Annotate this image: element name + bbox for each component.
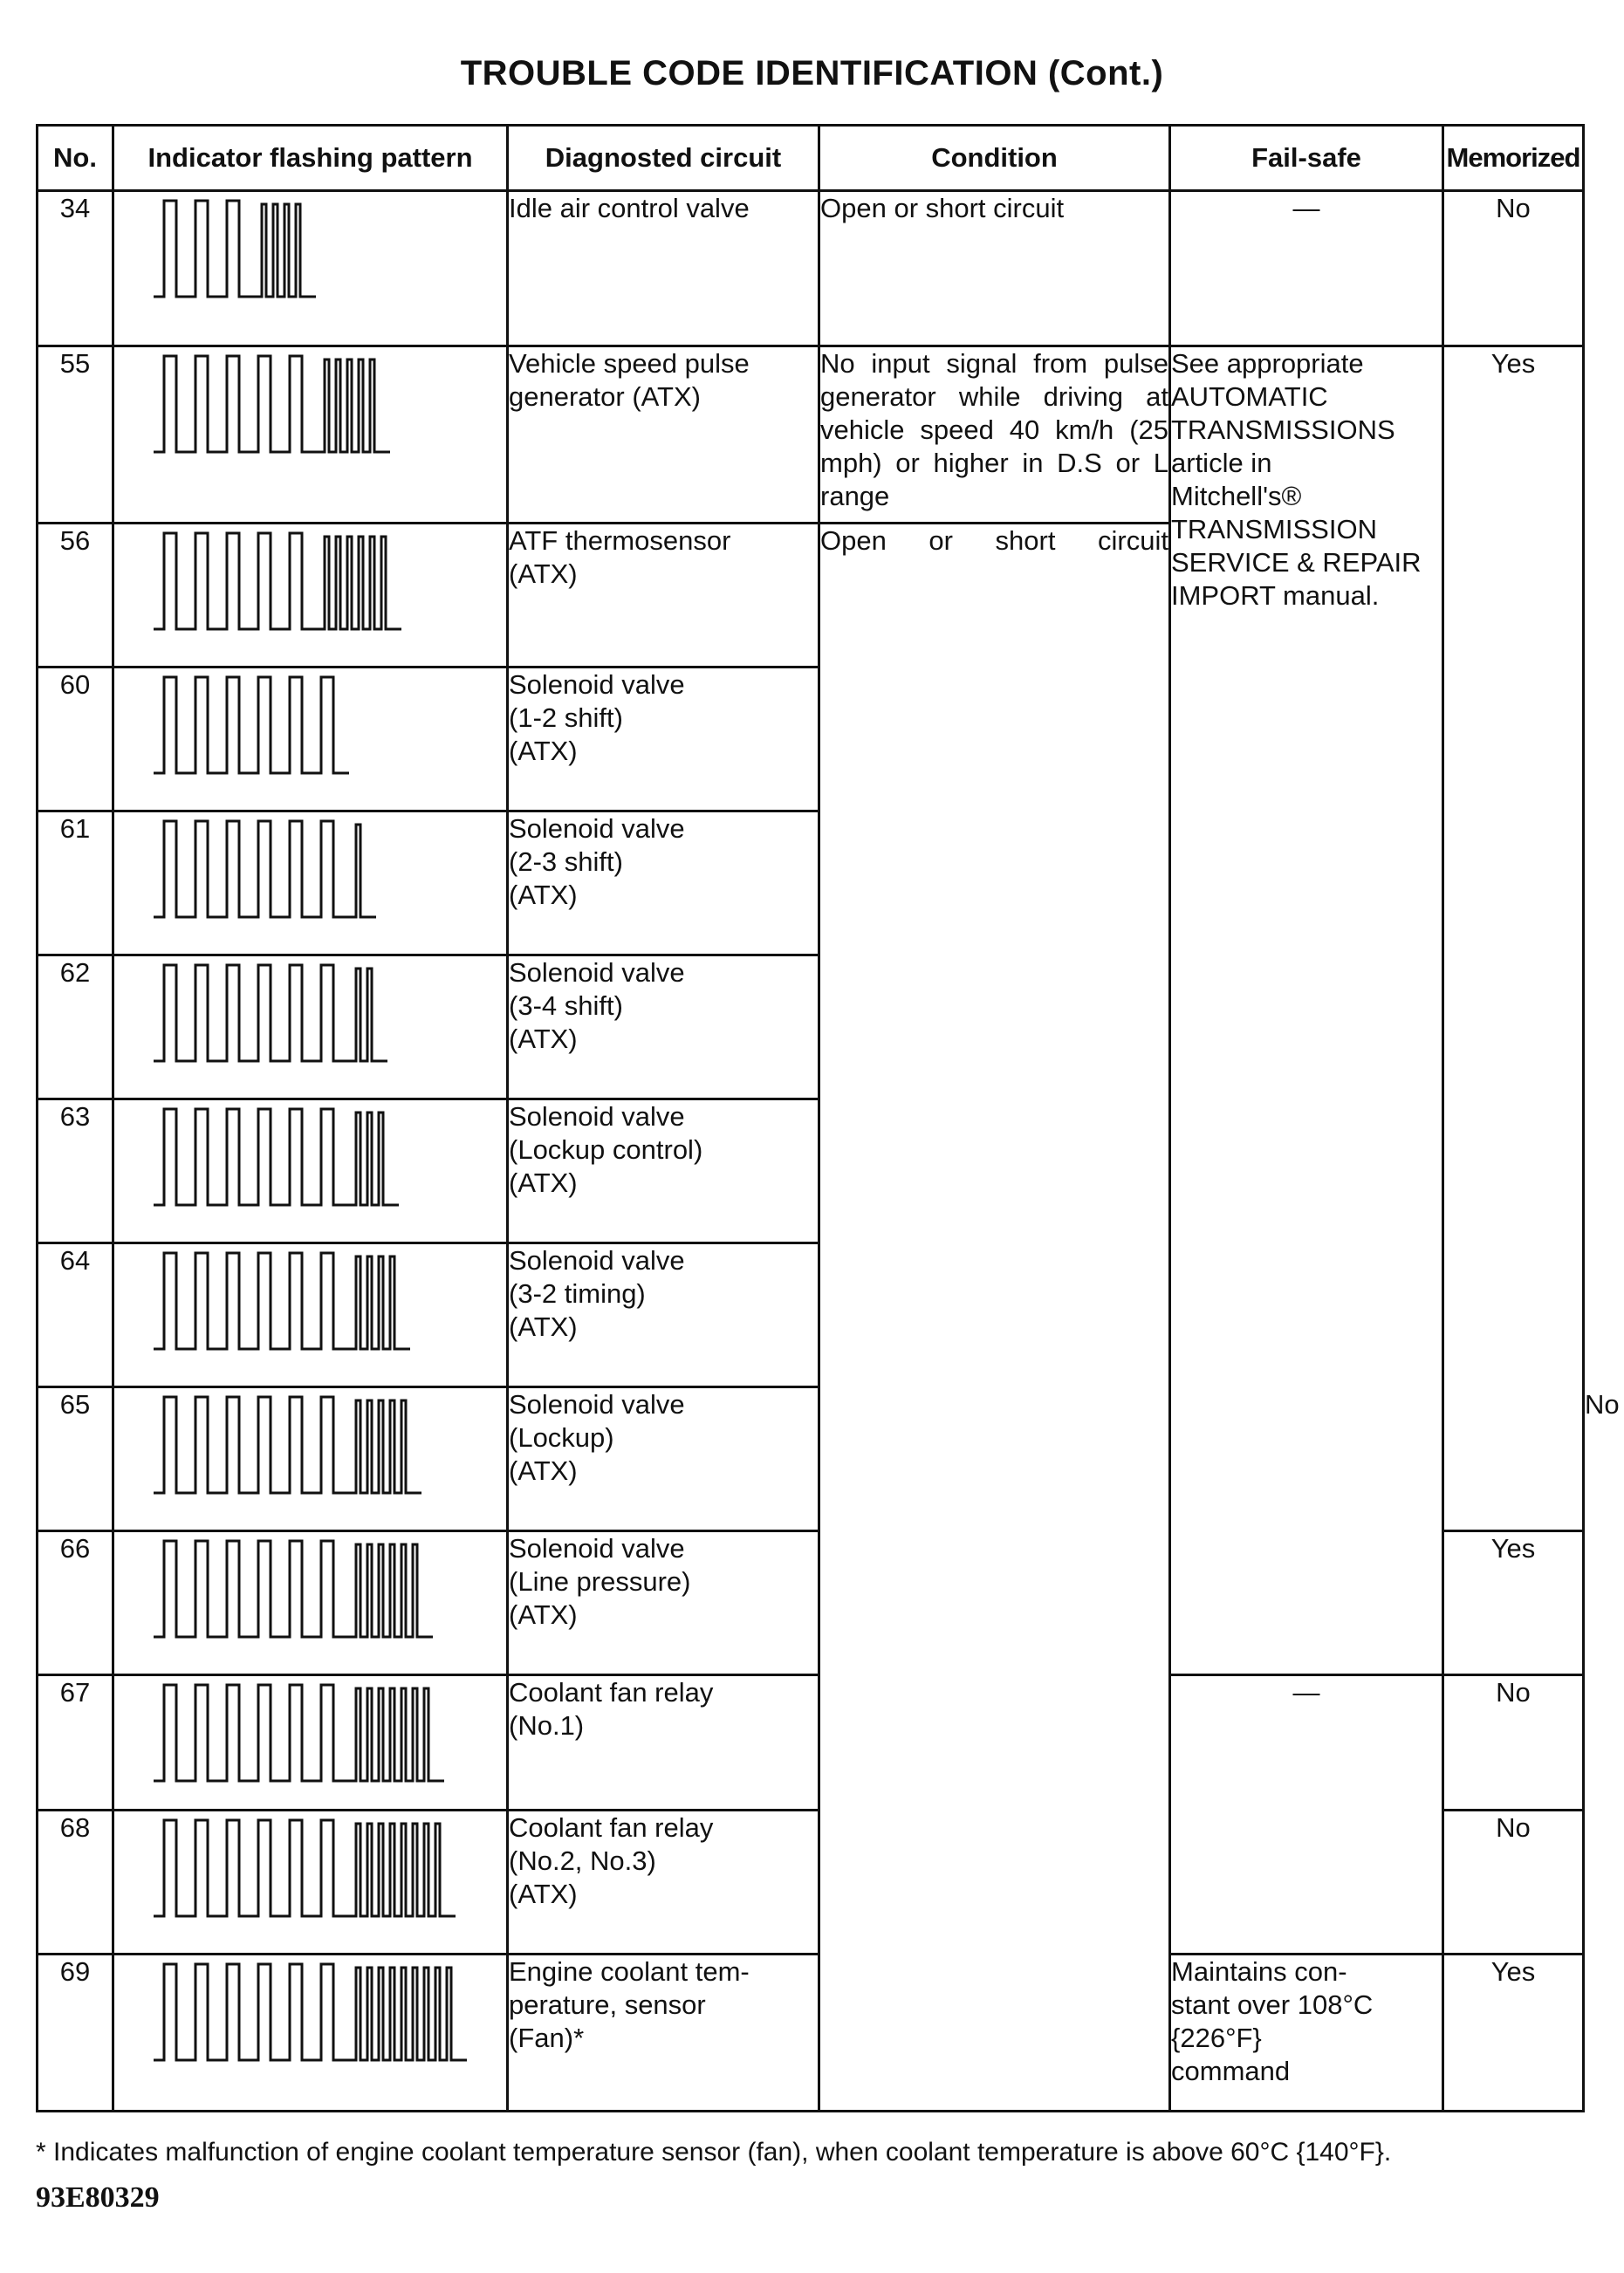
footnote: * Indicates malfunction of engine coolant temperature sensor (fan), when coolant temperature is above 60°C {140°F}.: [36, 2138, 1392, 2167]
waveform-line: [154, 1964, 467, 2060]
flash-waveform-56: [154, 524, 405, 638]
code-number: 61: [38, 811, 113, 955]
flash-pattern: [113, 191, 508, 346]
waveform-line: [154, 677, 349, 773]
flash-waveform-34: [154, 192, 319, 305]
flash-waveform-66: [154, 1532, 436, 1646]
waveform-line: [154, 533, 401, 629]
waveform-line: [154, 965, 387, 1061]
code-number: 62: [38, 955, 113, 1099]
diagnosed-circuit: Solenoid valve (3-2 timing) (ATX): [508, 1243, 819, 1387]
waveform-line: [154, 821, 376, 917]
diagnosed-circuit: Solenoid valve (2-3 shift) (ATX): [508, 811, 819, 955]
header-memorized: Memorized: [1443, 126, 1584, 191]
waveform-line: [154, 1541, 433, 1637]
code-number: 56: [38, 524, 113, 668]
memorized-value: No: [1443, 1811, 1584, 1955]
diagnosed-circuit: Solenoid valve (Lockup) (ATX): [508, 1387, 819, 1531]
flash-pattern: [113, 346, 508, 524]
flash-waveform-61: [154, 812, 380, 926]
condition-text: Open or short circuit: [819, 524, 1170, 2112]
diagnosed-circuit: Solenoid valve (1-2 shift) (ATX): [508, 668, 819, 811]
diagnosed-circuit: Vehicle speed pulse generator (ATX): [508, 346, 819, 524]
flash-pattern: [113, 1243, 508, 1387]
document-id: 93E80329: [36, 2181, 160, 2214]
table-row: [38, 1955, 1584, 2112]
diagnosed-circuit: ATF thermosensor (ATX): [508, 524, 819, 668]
code-number: 64: [38, 1243, 113, 1387]
code-number: 34: [38, 191, 113, 346]
code-number: 63: [38, 1099, 113, 1243]
condition-text: No input signal from pulse generator while driving at vehicle speed 40 km/h (25 mph) or higher in D.S or L range: [819, 346, 1170, 524]
table-row: [38, 1675, 1584, 1811]
diagnosed-circuit: Coolant fan relay (No.1): [508, 1675, 819, 1811]
flash-pattern: [113, 1387, 508, 1531]
flash-waveform-68: [154, 1811, 459, 1925]
memorized-value: No: [1443, 191, 1584, 346]
flash-waveform-64: [154, 1244, 414, 1358]
flash-waveform-67: [154, 1676, 448, 1790]
diagnosed-circuit: Solenoid valve (3-4 shift) (ATX): [508, 955, 819, 1099]
code-number: 68: [38, 1811, 113, 1955]
header-circuit: Diagnosted circuit: [508, 126, 819, 191]
table-row: [38, 191, 1584, 346]
diagnosed-circuit: Solenoid valve (Line pressure) (ATX): [508, 1531, 819, 1675]
trouble-code-table: [36, 124, 1620, 2112]
flash-waveform-60: [154, 668, 353, 782]
header-pattern: Indicator flashing pattern: [113, 126, 508, 191]
waveform-line: [154, 1109, 399, 1205]
table-row: [38, 346, 1584, 524]
code-number: 66: [38, 1531, 113, 1675]
diagnosed-circuit: Idle air control valve: [508, 191, 819, 346]
memorized-value: Yes: [1443, 1531, 1584, 1675]
memorized-value: Yes: [1443, 346, 1584, 1531]
failsafe-note: See appropriate AUTOMATIC TRANSMISSIONS article in Mitchell's® TRANSMISSION SERVICE & REPAIR IMPORT manual.: [1170, 346, 1443, 1675]
waveform-line: [154, 1397, 421, 1493]
code-number: 67: [38, 1675, 113, 1811]
failsafe-dash: —: [1170, 1675, 1443, 1955]
flash-pattern: [113, 1099, 508, 1243]
diagnosed-circuit: Solenoid valve (Lockup control) (ATX): [508, 1099, 819, 1243]
flash-pattern: [113, 1675, 508, 1811]
failsafe-text: Maintains con- stant over 108°C {226°F} command: [1170, 1955, 1443, 2112]
waveform-line: [154, 1685, 444, 1781]
flash-waveform-69: [154, 1955, 470, 2069]
memorized-value: No: [1443, 1675, 1584, 1811]
flash-pattern: [113, 955, 508, 1099]
code-number: 69: [38, 1955, 113, 2112]
waveform-line: [154, 356, 390, 452]
flash-pattern: [113, 1811, 508, 1955]
header-no: No.: [38, 126, 113, 191]
flash-waveform-62: [154, 956, 391, 1070]
code-number: 60: [38, 668, 113, 811]
flash-pattern: [113, 1531, 508, 1675]
memorized-value: Yes: [1443, 1955, 1584, 2112]
flash-waveform-65: [154, 1388, 425, 1502]
flash-pattern: [113, 811, 508, 955]
flash-waveform-55: [154, 347, 394, 461]
code-number: 65: [38, 1387, 113, 1531]
flash-pattern: [113, 1955, 508, 2112]
table-row: 65 Solenoid valve (Lockup) (ATX) No: [38, 1387, 1584, 1531]
header-failsafe: Fail-safe: [1170, 126, 1443, 191]
waveform-line: [154, 201, 316, 297]
flash-pattern: [113, 668, 508, 811]
failsafe-dash: —: [1170, 191, 1443, 346]
waveform-line: [154, 1253, 410, 1349]
diagnosed-circuit: Coolant fan relay (No.2, No.3) (ATX): [508, 1811, 819, 1955]
flash-pattern: [113, 524, 508, 668]
code-number: 55: [38, 346, 113, 524]
page-title: TROUBLE CODE IDENTIFICATION (Cont.): [460, 54, 1164, 92]
condition-text: Open or short circuit: [819, 191, 1170, 346]
header-condition: Condition: [819, 126, 1170, 191]
waveform-line: [154, 1820, 456, 1916]
flash-waveform-63: [154, 1100, 402, 1214]
diagnosed-circuit: Engine coolant tem- perature, sensor (Fan)*: [508, 1955, 819, 2112]
table-header-row: [38, 126, 1584, 191]
